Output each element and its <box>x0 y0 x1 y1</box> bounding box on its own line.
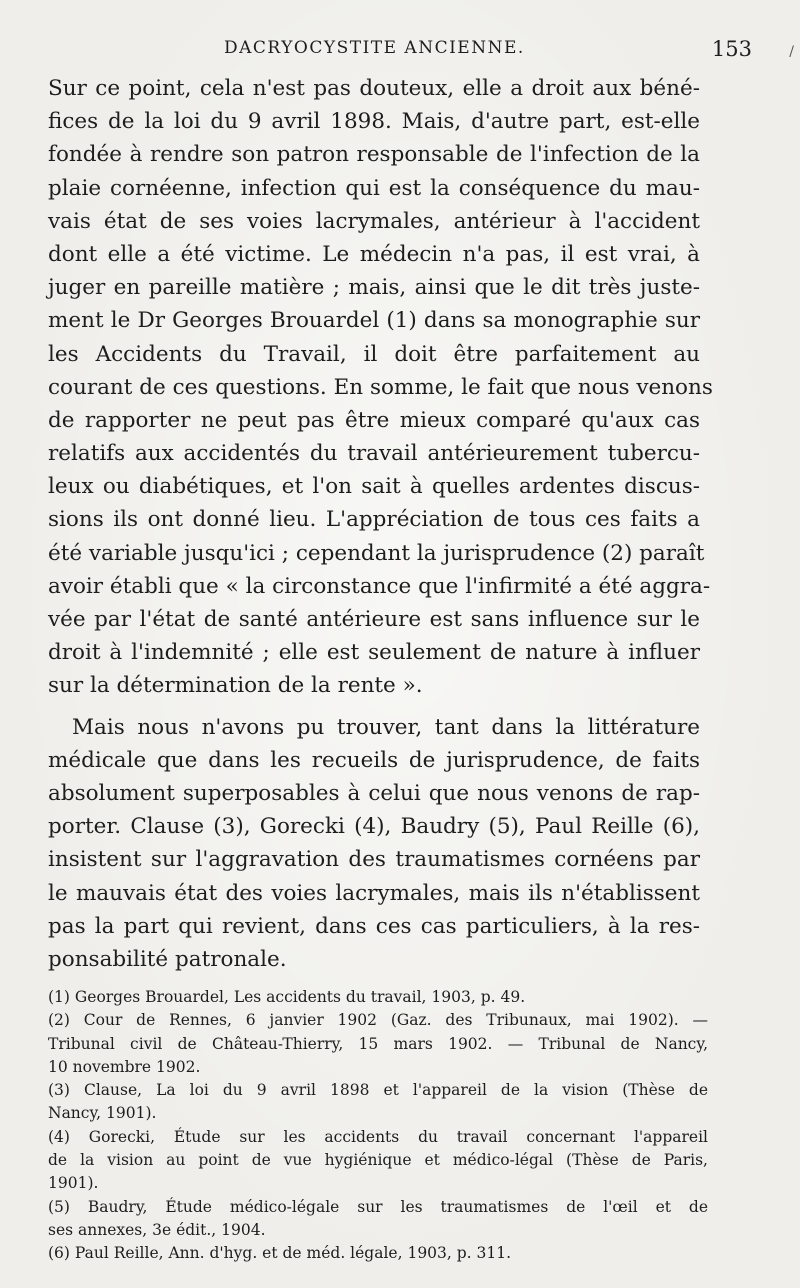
footnote-line: (2) Cour de Rennes, 6 janvier 1902 (Gaz. des Tribunaux, mai 1902). — <box>48 1011 708 1030</box>
body-line: leux ou diabétiques, et l'on sait à quelles ardentes discus- <box>48 474 700 500</box>
body-text <box>48 72 713 976</box>
body-line: de rapporter ne peut pas être mieux comparé qu'aux cas <box>48 407 700 433</box>
body-line: plaie cornéenne, infection qui est la conséquence du mau- <box>48 175 700 201</box>
body-line: fices de la loi du 9 avril 1898. Mais, d'autre part, est-elle <box>48 109 700 135</box>
body-line: insistent sur l'aggravation des traumatismes cornéens par <box>48 847 700 873</box>
page-number: 153 <box>711 37 752 61</box>
body-line: Mais nous n'avons pu trouver, tant dans la littérature <box>72 714 700 740</box>
body-line: dont elle a été victime. Le médecin n'a pas, il est vrai, à <box>48 241 700 267</box>
body-line: médicale que dans les recueils de jurisprudence, de faits <box>48 747 700 773</box>
body-line: le mauvais état des voies lacrymales, mais ils n'établissent <box>48 880 700 906</box>
body-line: ponsabilité patronale. <box>48 946 287 972</box>
body-line: courant de ces questions. En somme, le fait que nous venons <box>48 374 713 400</box>
footnote-line: 1901). <box>48 1174 99 1193</box>
body-line: vée par l'état de santé antérieure est sans influence sur le <box>48 607 700 632</box>
body-line: vais état de ses voies lacrymales, antérieur à l'accident <box>48 208 700 234</box>
footnote-line: ses annexes, 3e édit., 1904. <box>48 1220 266 1239</box>
body-line: relatifs aux accidentés du travail antérieurement tubercu- <box>48 441 700 467</box>
body-line: Sur ce point, cela n'est pas douteux, elle a droit aux béné- <box>48 76 700 101</box>
running-title: DACRYOCYSTITE ANCIENNE. <box>224 38 525 58</box>
footnote-line: 10 novembre 1902. <box>48 1057 201 1076</box>
body-line: les Accidents du Travail, il doit être parfaitement au <box>48 341 700 367</box>
body-line: porter. Clause (3), Gorecki (4), Baudry (5), Paul Reille (6), <box>48 814 700 840</box>
body-line: ment le Dr Georges Brouardel (1) dans sa monographie sur <box>48 308 700 334</box>
body-line: sur la détermination de la rente ». <box>48 673 423 699</box>
body-line: droit à l'indemnité ; elle est seulement de nature à influer <box>48 640 700 666</box>
footnote-line: (1) Georges Brouardel, Les accidents du travail, 1903, p. 49. <box>48 988 526 1006</box>
body-line: avoir établi que « la circonstance que l'infirmité a été aggra- <box>48 573 711 599</box>
paragraph-gap <box>48 703 700 711</box>
footnote-line: (6) Paul Reille, Ann. d'hyg. et de méd. légale, 1903, p. 311. <box>48 1244 512 1263</box>
running-head <box>48 38 758 60</box>
body-line: pas la part qui revient, dans ces cas particuliers, à la res- <box>48 913 700 939</box>
footnotes <box>48 986 708 1266</box>
margin-mark: / <box>789 44 794 60</box>
body-line: juger en pareille matière ; mais, ainsi que le dit très juste- <box>48 275 700 301</box>
footnote-line: (3) Clause, La loi du 9 avril 1898 et l'appareil de la vision (Thèse de <box>48 1081 708 1100</box>
footnote-line: (4) Gorecki, Étude sur les accidents du travail concernant l'appareil <box>48 1127 708 1146</box>
footnote-line: Tribunal civil de Château-Thierry, 15 mars 1902. — Tribunal de Nancy, <box>48 1034 708 1053</box>
body-line: fondée à rendre son patron responsable de l'infection de la <box>48 142 700 168</box>
body-line: été variable jusqu'ici ; cependant la jurisprudence (2) paraît <box>48 540 705 566</box>
footnote-line: de la vision au point de vue hygiénique et médico-légal (Thèse de Paris, <box>48 1151 708 1170</box>
footnote-line: (5) Baudry, Étude médico-légale sur les traumatismes de l'œil et de <box>48 1197 708 1216</box>
body-line: absolument superposables à celui que nous venons de rap- <box>48 780 700 806</box>
footnote-line: Nancy, 1901). <box>48 1104 157 1123</box>
body-line: sions ils ont donné lieu. L'appréciation de tous ces faits a <box>48 507 700 533</box>
